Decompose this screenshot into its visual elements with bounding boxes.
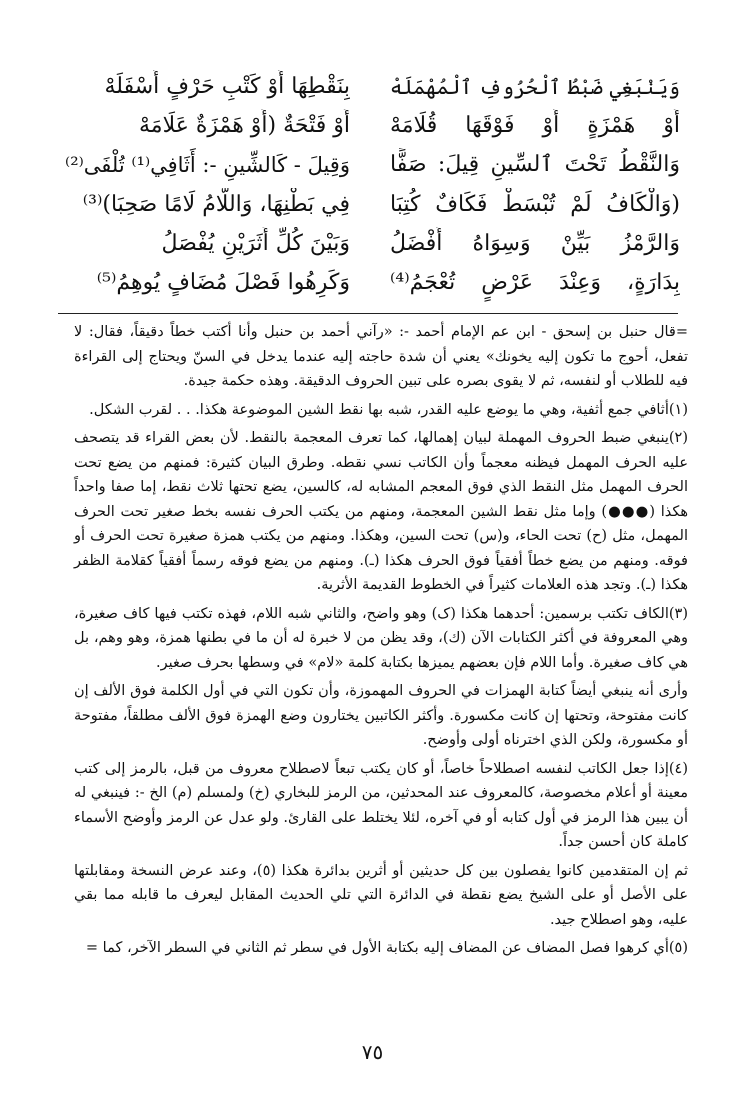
footnote-4-paragraph: ثم إن المتقدمين كانوا يفصلون بين كل حديثين أو أثرين بدائرة هكذا (٥)، وعند عرض النسخة ومقابلتها على الأصل أو على الشيخ يضع نقطة في الدائرة التي تلي الحديث المقابل ليعرف ما قابله مما بقي عليه، وهو اصطلاح جيد. (74, 862, 688, 928)
footnote-5: (٥)أي كرهوا فصل المضاف عن المضاف إليه بكتابة الأول في سطر ثم الثاني في السطر الآخر، كما = (85, 940, 688, 956)
verse-hemistich: أَوْ هَمْزَةٍ أَوْ فَوْقَهَا قُلَامَهْ (390, 113, 680, 139)
verse-hemistich: بِدَارَةٍ، وَعِنْدَ عَرْضٍ تُعْجَمُ⁽⁴⁾ (390, 269, 680, 295)
footnote-continuation: =قال حنبل بن إسحق - ابن عم الإمام أحمد -: «رآني أحمد بن حنبل وأنا أكتب خطاً دقيقاً، فقال: لا تفعل، أحوج ما تكون إليه يخونك» يعني أن شدة حاجته إليه عندما يدخل في السنّ ويحتاج إلى القراءة فيه للطلاب أو لنفسه، ثم لا يقوى بصره على تبين الحروف الدقيقة. وهذه حكمة جيدة. (74, 324, 688, 389)
footnote-1: (١)أثافي جمع أثفية، وهي ما يوضع عليه القدر، شبه بها نقط الشين الموضوعة هكذا. . . لقرب الشكل. (89, 401, 688, 418)
verse-hemistich: أَوْ فَتْحَةٌ (أَوْ هَمْزَةٌ عَلَامَهْ (139, 113, 350, 139)
verse-hemistich: فِي بَطْنِهَا، وَاللَّامُ لَامًا صَحِبَا)⁽³⁾ (82, 191, 350, 217)
footnotes (74, 320, 688, 961)
verse-block (60, 70, 680, 302)
verse-hemistich: وَالرَّمْزُ بَيِّنْ وَسِوَاهُ أَفْضَلُ (390, 230, 680, 256)
verse-hemistich: وَكَرِهُوا فَصْلَ مُضَافٍ يُوهِمُ⁽⁵⁾ (96, 269, 350, 295)
verse-hemistich: وَالنَّقْطُ تَحْتَ ٱلسِّينِ قِيلَ: صَفًّا (390, 152, 680, 178)
verse-hemistich: بِنَقْطِهَا أَوْ كَتْبِ حَرْفٍ أَسْفَلَهْ (104, 74, 350, 99)
verse-column-left (60, 70, 350, 302)
verse-hemistich: وَبَيْنَ كُلِّ أَثَرَيْنِ يُفْصَلُ (161, 230, 350, 256)
page-number: ٧٥ (361, 1040, 384, 1064)
footnote-4: (٤)إذا جعل الكاتب لنفسه اصطلاحاً خاصاً، أو كان يكتب تبعاً لاصطلاح معروف من قبل، بالرمز إلى كتب معينة أو أعلام مخصوصة، كالمعروف عند المحدثين، من الرمز للبخاري (خ) ولمسلم (م) الخ -: فينبغي له أن يبين هذا الرمز في أول كتابه أو في آخره، لئلا يختلط على القارئ. ولو عدل عن الرمز وأوضح الأسماء كاملة كان أحسن جداً. (74, 760, 688, 850)
verse-column-right (390, 70, 680, 302)
verse-hemistich: وَقِيلَ - كَالشِّينِ -: أَثَافِي⁽¹⁾ تُلْفَى⁽²⁾ (65, 153, 350, 178)
footnote-3-paragraph: وأرى أنه ينبغي أيضاً كتابة الهمزات في الحروف المهموزة، وأن تكون التي في أول الكلمة فوق الألف إن كانت مفتوحة، وتحتها إن كانت مكسورة. وأكثر الكاتبين يختارون وضع الهمزة فوق الألف مطلقاً، مفتوحة أو مكسورة، ولكن الذي اخترناه أولى وأوضح. (74, 683, 688, 748)
footnote-3: (٣)الكاف تكتب برسمين: أحدهما هكذا (ک) وهو واضح، والثاني شبه اللام، فهذه تكتب فيها كاف صغيرة، وهي المعروفة في أكثر الكتابات الآن (ك)، وقد يظن من لا خبرة له أن ما في بطنها همزة، وهو وهم، بل هي كاف صغيرة. وأما اللام فإن بعضهم يميزها بكتابة كلمة «لام» في وسطها بحرف صغير. (74, 605, 688, 671)
footnote-divider (58, 313, 678, 314)
verse-hemistich: وَيَنْبَغِي ضَبْطُ ٱلْحُرُوفِ ٱلْمُهْمَلَهْ (390, 75, 680, 99)
verse-hemistich: (وَالْكَافُ لَمْ تُبْسَطْ فَكَافٌ كُتِبَا (390, 191, 680, 217)
footnote-2: (٢)ينبغي ضبط الحروف المهملة لبيان إهمالها، كما تعرف المعجمة بالنقط. لأن بعض القراء قد يتصحف عليه الحرف المهمل فيظنه معجماً وأن الكاتب نسي نقطه. وطرق البيان كثيرة: فمنهم من يضع تحت الحرف المهمل مثل النقط الذي فوق المعجم المشابه له، كالسين، يضع تحتها ثلاث نقط، إما صفا واحداً هكذا (●●●) وإما مثل نقط الشين المعجمة، ومنهم من يكتب الحرف نفسه بخط صغير تحت الحرف المهمل، مثل (ح) تحت الحاء، و(س) تحت السين، وهكذا. ومنهم من يكتب همزة صغيرة تحت الحرف أو فوقه. ومنهم من يضع خطاً أفقياً فوق الحرف هكذا (ـ). ومنهم من يضع فوقه رسماً أفقياً كقلامة الظفر هكذا (ـ). وتجد هذه العلامات كثيراً في الخطوط القديمة الأثرية. (74, 430, 688, 593)
